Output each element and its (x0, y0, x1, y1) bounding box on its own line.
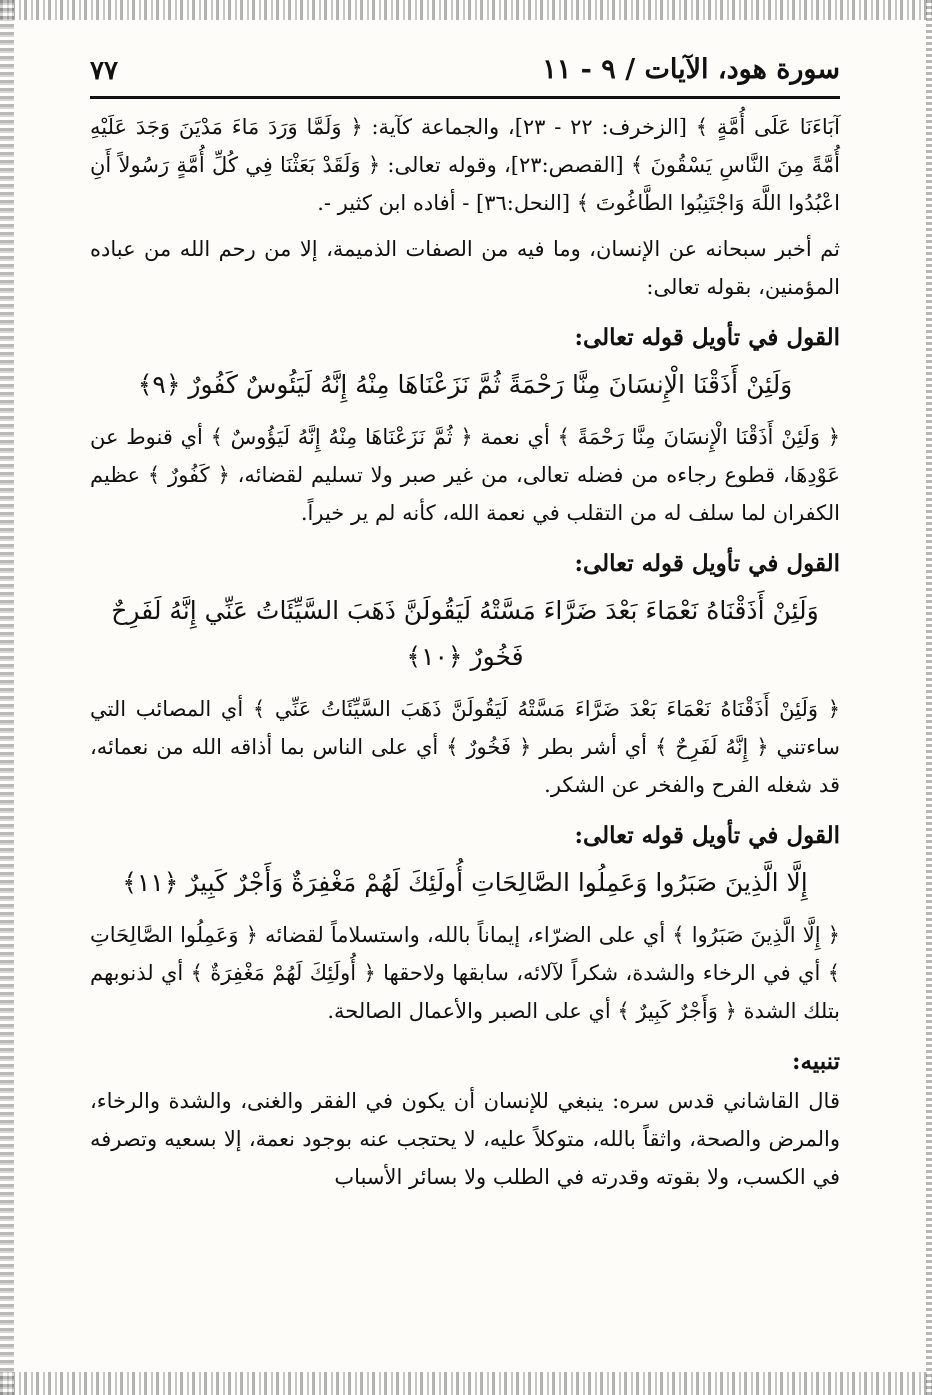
section-heading: القول في تأويل قوله تعالى: (574, 822, 840, 849)
paragraph: قال القاشاني قدس سره: ينبغي للإنسان أن يكون في الفقر والغنى، والشدة والرخاء، والمرض والصحة، واثقاً بالله، متوكلاً عليه، لا يحتجب عنه بوجود نعمة، إلا بسعيه وتصرفه في الكسب، ولا بقوته وقدرته في الطلب ولا بسائر الأسباب (90, 1089, 840, 1189)
page-header (90, 52, 840, 96)
page-border-bottom (0, 1372, 932, 1395)
quran-verse: وَلَئِنْ أَذَقْنَاهُ نَعْمَاءَ بَعْدَ ضَرَّاءَ مَسَّتْهُ لَيَقُولَنَّ ذَهَبَ السَّيِّئَاتُ عَنِّي إِنَّهُ لَفَرِحٌ فَخُورٌ ﴿١٠﴾ (111, 596, 819, 671)
paragraph: ثم أخبر سبحانه عن الإنسان، وما فيه من الصفات الذميمة، إلا من رحم الله من عباده المؤمنين، بقوله تعالى: (90, 237, 840, 299)
quran-verse: وَلَئِنْ أَذَقْنَا الْإِنسَانَ مِنَّا رَحْمَةً ثُمَّ نَزَعْنَاهَا مِنْهُ إِنَّهُ لَيَئُوسٌ كَفُورٌ ﴿٩﴾ (137, 370, 793, 399)
page-border-right (926, 0, 932, 1395)
page-number: ٧٧ (90, 56, 118, 86)
paragraph: ﴿ وَلَئِنْ أَذَقْنَاهُ نَعْمَاءَ بَعْدَ ضَرَّاءَ مَسَّتْهُ لَيَقُولَنَّ ذَهَبَ السَّيِّئَاتُ عَنِّي ﴾ أي المصائب التي ساءتني ﴿ إِنَّهُ لَفَرِحٌ ﴾ أي أشر بطر ﴿ فَخُورٌ ﴾ أي على الناس بما أذاقه الله من نعمائه، قد شغله الفرح والفخر عن الشكر. (90, 697, 840, 797)
page-border-top (0, 0, 932, 20)
section-heading: تنبيه: (791, 1048, 840, 1075)
section-heading: القول في تأويل قوله تعالى: (574, 324, 840, 351)
paragraph: ﴿ وَلَئِنْ أَذَقْنَا الْإِنسَانَ مِنَّا رَحْمَةً ﴾ أي نعمة ﴿ ثُمَّ نَزَعْنَاهَا مِنْهُ إِنَّهُ لَيَؤُوسٌ ﴾ أي قنوط عن عَوْدِهَا، قطوع رجاءه من فضله تعالى، من غير صبر ولا تسليم لقضائه، ﴿ كَفُورٌ ﴾ عظيم الكفران لما سلف له من التقلب في نعمة الله، كأنه لم ير خيراً. (90, 425, 840, 525)
paragraph: ﴿ إِلَّا الَّذِينَ صَبَرُوا ﴾ أي على الضرّاء، إيماناً بالله، واستسلاماً لقضائه ﴿ وَعَمِلُوا الصَّالِحَاتِ ﴾ أي في الرخاء والشدة، شكراً لآلائه، سابقها ولاحقها ﴿ أُولَئِكَ لَهُمْ مَغْفِرَةٌ ﴾ أي لذنوبهم بتلك الشدة ﴿ وَأَجْرٌ كَبِيرٌ ﴾ أي على الصبر والأعمال الصالحة. (90, 923, 840, 1023)
quran-verse: إِلَّا الَّذِينَ صَبَرُوا وَعَمِلُوا الصَّالِحَاتِ أُولَئِكَ لَهُمْ مَغْفِرَةٌ وَأَجْرٌ كَبِيرٌ ﴿١١﴾ (122, 868, 808, 897)
section-heading: القول في تأويل قوله تعالى: (574, 550, 840, 577)
page-body (90, 108, 840, 1196)
header-rule (90, 96, 840, 99)
running-head: سورة هود، الآيات / ٩ - ١١ (542, 54, 840, 85)
page-border-left (0, 0, 14, 1395)
paragraph: آبَاءَنَا عَلَى أُمَّةٍ ﴾ [الزخرف: ٢٢ - ٢٣]، والجماعة كآية: ﴿ وَلَمَّا وَرَدَ مَاءَ مَدْيَنَ وَجَدَ عَلَيْهِ أُمَّةً مِنَ النَّاسِ يَسْقُونَ ﴾ [القصص:٢٣]، وقوله تعالى: ﴿ وَلَقَدْ بَعَثْنَا فِي كُلِّ أُمَّةٍ رَسُولاً أَنِ اعْبُدُوا اللَّهَ وَاجْتَنِبُوا الطَّاغُوتَ ﴾ [النحل:٣٦] - أفاده ابن كثير -. (90, 115, 840, 215)
